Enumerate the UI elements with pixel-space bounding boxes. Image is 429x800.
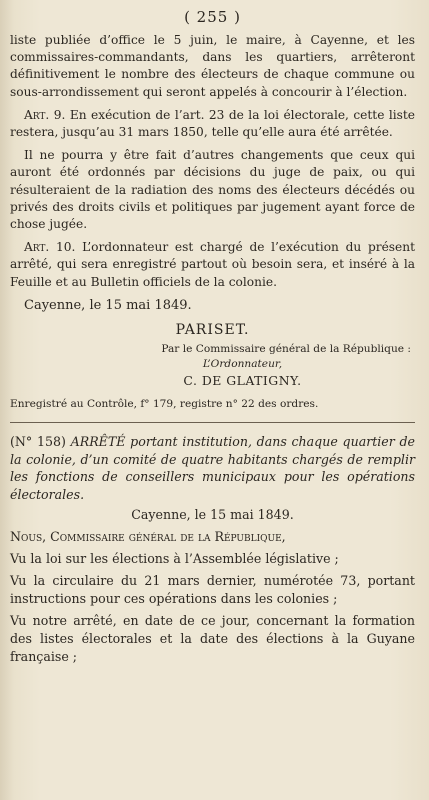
page-number: ( 255 ): [184, 8, 241, 26]
registration-line: Enregistré au Contrôle, f° 179, registre n° 22 des ordres.: [10, 398, 319, 411]
paragraph-article-10: [10, 239, 415, 291]
vu-clause-2: Vu la circulaire du 21 mars dernier, numérotée 73, portant instructions pour ces opérations dans les colonies ;: [10, 573, 415, 607]
article-10-label: Art. 10.: [24, 240, 76, 255]
preamble: Nous, Commissaire général de la République,: [10, 529, 286, 545]
par-commissaire-line: Par le Commissaire général de la République :: [161, 343, 411, 356]
dateline-1: Cayenne, le 15 mai 1849.: [24, 297, 192, 313]
paragraph-1: liste publiée d’office le 5 juin, le maire, à Cayenne, et les commissaires-commandants, dans les quartiers, arrêteront définitivement le nombre des électeurs de chaque commune ou sous-arrondissement qui seront appelés à concourir à l’élection.: [10, 33, 415, 99]
paragraph-3: Il ne pourra y être fait d’autres changements que ceux qui auront été ordonnés par décisions du juge de paix, ou qui résulteraient de la radiation des noms des électeurs décédés ou privés des droits civils et politiques par jugement ayant force de chose jugée.: [10, 148, 415, 232]
signature-pariset: PARISET.: [175, 322, 250, 339]
article-9-text: En exécution de l’art. 23 de la loi électorale, cette liste restera, jusqu’au 31 mars 1850, telle qu’elle aura été arrêtée.: [10, 107, 416, 140]
vu-clause-3: Vu notre arrêté, en date de ce jour, concernant la formation des listes électorales et la date des élections à la Guyane française ;: [10, 613, 415, 665]
article-9-label: Art. 9.: [24, 107, 66, 122]
act-number: (N° 158): [10, 434, 66, 450]
section-divider: [10, 422, 415, 423]
article-10-text: L’ordonnateur est chargé de l’exécution du présent arrêté, qui sera enregistré partout où besoin sera, et inséré à la Feuille et au Bulletin officiels de la colonie.: [10, 240, 415, 289]
ordonnateur-name: C. DE GLATIGNY.: [183, 373, 302, 389]
act-title: ARRÊTÉ portant institution, dans chaque quartier de la colonie, d’un comité de quatre habitants chargés de remplir les fonctions de conseillers municipaux pour les opérations électorales.: [10, 434, 416, 502]
paragraph-article-9: [10, 107, 415, 141]
ordonnateur-title: L’Ordonnateur,: [202, 358, 283, 371]
act-158-heading: [10, 433, 415, 503]
vu-clause-1: Vu la loi sur les élections à l’Assemblée législative ;: [10, 551, 339, 567]
dateline-2: Cayenne, le 15 mai 1849.: [131, 507, 294, 523]
